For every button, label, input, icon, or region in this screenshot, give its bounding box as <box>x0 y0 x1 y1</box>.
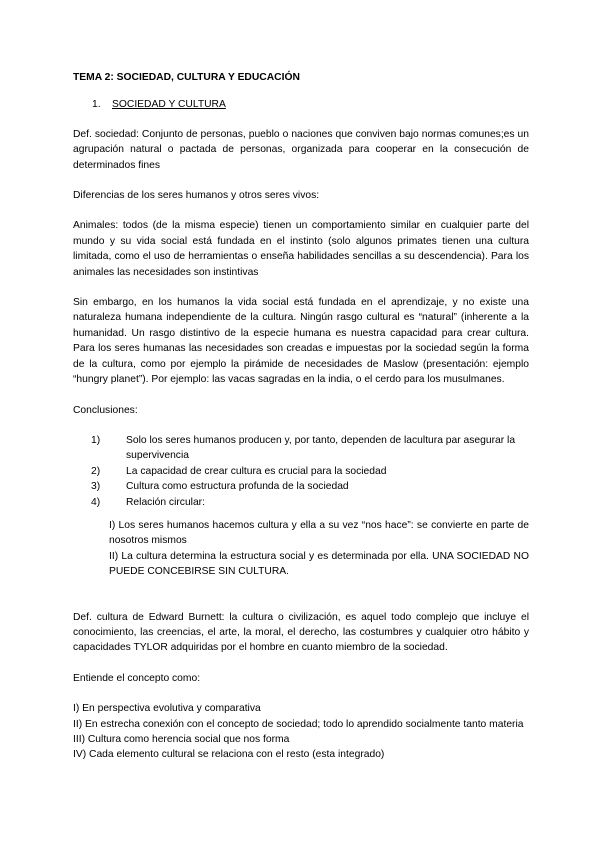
paragraph-sin-embargo: Sin embargo, en los humanos la vida social está fundada en el aprendizaje, y no existe una naturaleza humana independiente de la cultura. Ningún rasgo cultural es “natural” (inherente a la humanidad. Un rasgo distintivo de la especie humana es nuestra capacidad para crear cultura. Para los seres humanas las necesidades son creadas e impuestas por la sociedad según la forma de la cultura, como por ejemplo la pirámide de necesidades de Maslow (presentación: ejemplo “hungry planet”). Por ejemplo: las vacas sagradas en la india, o el cerdo para los musulmanes. <box>73 297 529 386</box>
paragraph-def-cultura: Def. cultura de Edward Burnett: la cultura o civilización, es aquel todo complejo que incluye el conocimiento, las creencias, el arte, la moral, el derecho, las costumbres y cualquier otro hábito y capacidades TYLOR adquiridas por el hombre en cuanto miembro de la sociedad. <box>73 611 529 654</box>
paragraph-def-sociedad: Def. sociedad: Conjunto de personas, pueblo o naciones que conviven bajo normas comunes;es un agrupación natural o pactada de personas, organizada para cooperar en la consecución de determinados fines <box>73 128 529 171</box>
concept-point: IV) Cada elemento cultural se relaciona con el resto (esta integrado) <box>73 749 385 761</box>
section-number: 1. <box>92 99 101 111</box>
list-item-number: 4) <box>91 496 101 508</box>
concept-point: I) En perspectiva evolutiva y comparativa <box>73 703 261 715</box>
document-title: TEMA 2: SOCIEDAD, CULTURA Y EDUCACIÓN <box>73 72 300 83</box>
paragraph-conclusiones: Conclusiones: <box>73 404 138 416</box>
circular-point-i: I) Los seres humanos hacemos cultura y ella a su vez “nos hace”: se convierte en parte de nosotros mismos <box>109 519 529 547</box>
list-item-text: La capacidad de crear cultura es crucial para la sociedad <box>126 465 387 477</box>
concept-point: III) Cultura como herencia social que nos forma <box>73 734 290 745</box>
list-item-text: Solo los seres humanos producen y, por tanto, dependen de lacultura par asegurar la supervivencia <box>126 434 516 462</box>
list-item <box>73 464 529 479</box>
section-heading <box>73 97 529 112</box>
section-label: SOCIEDAD Y CULTURA <box>112 99 226 111</box>
concept-points <box>73 701 529 763</box>
concept-point: II) En estrecha conexión con el concepto de sociedad; todo lo aprendido socialmente tanto materia <box>73 718 524 730</box>
list-item-text: Cultura como estructura profunda de la sociedad <box>126 481 349 493</box>
paragraph-animales: Animales: todos (de la misma especie) tienen un comportamiento similar en cualquier parte del mundo y su vida social está fundada en el instinto (solo algunos primates tienen una cultura limitada, como el uso de herramientas o enseña habilidades sencillas a su descendencia). Para los animales las necesidades son instintivas <box>73 220 529 278</box>
list-item-number: 3) <box>91 481 101 493</box>
list-item-number: 1) <box>91 434 101 446</box>
list-item-text: Relación circular: <box>126 496 205 508</box>
list-item-number: 2) <box>91 465 101 477</box>
paragraph-entiende: Entiende el concepto como: <box>73 672 201 684</box>
conclusions-list <box>73 433 529 510</box>
list-item <box>73 479 529 494</box>
circular-point-ii: II) La cultura determina la estructura social y es determinada por ella. UNA SOCIEDAD NO PUEDE CONCEBIRSE SIN CULTURA. <box>109 550 529 578</box>
document-page <box>73 70 529 763</box>
circular-relation-block <box>109 518 529 580</box>
paragraph-diferencias: Diferencias de los seres humanos y otros seres vivos: <box>73 190 320 202</box>
list-item <box>73 433 529 464</box>
list-item <box>73 495 529 510</box>
